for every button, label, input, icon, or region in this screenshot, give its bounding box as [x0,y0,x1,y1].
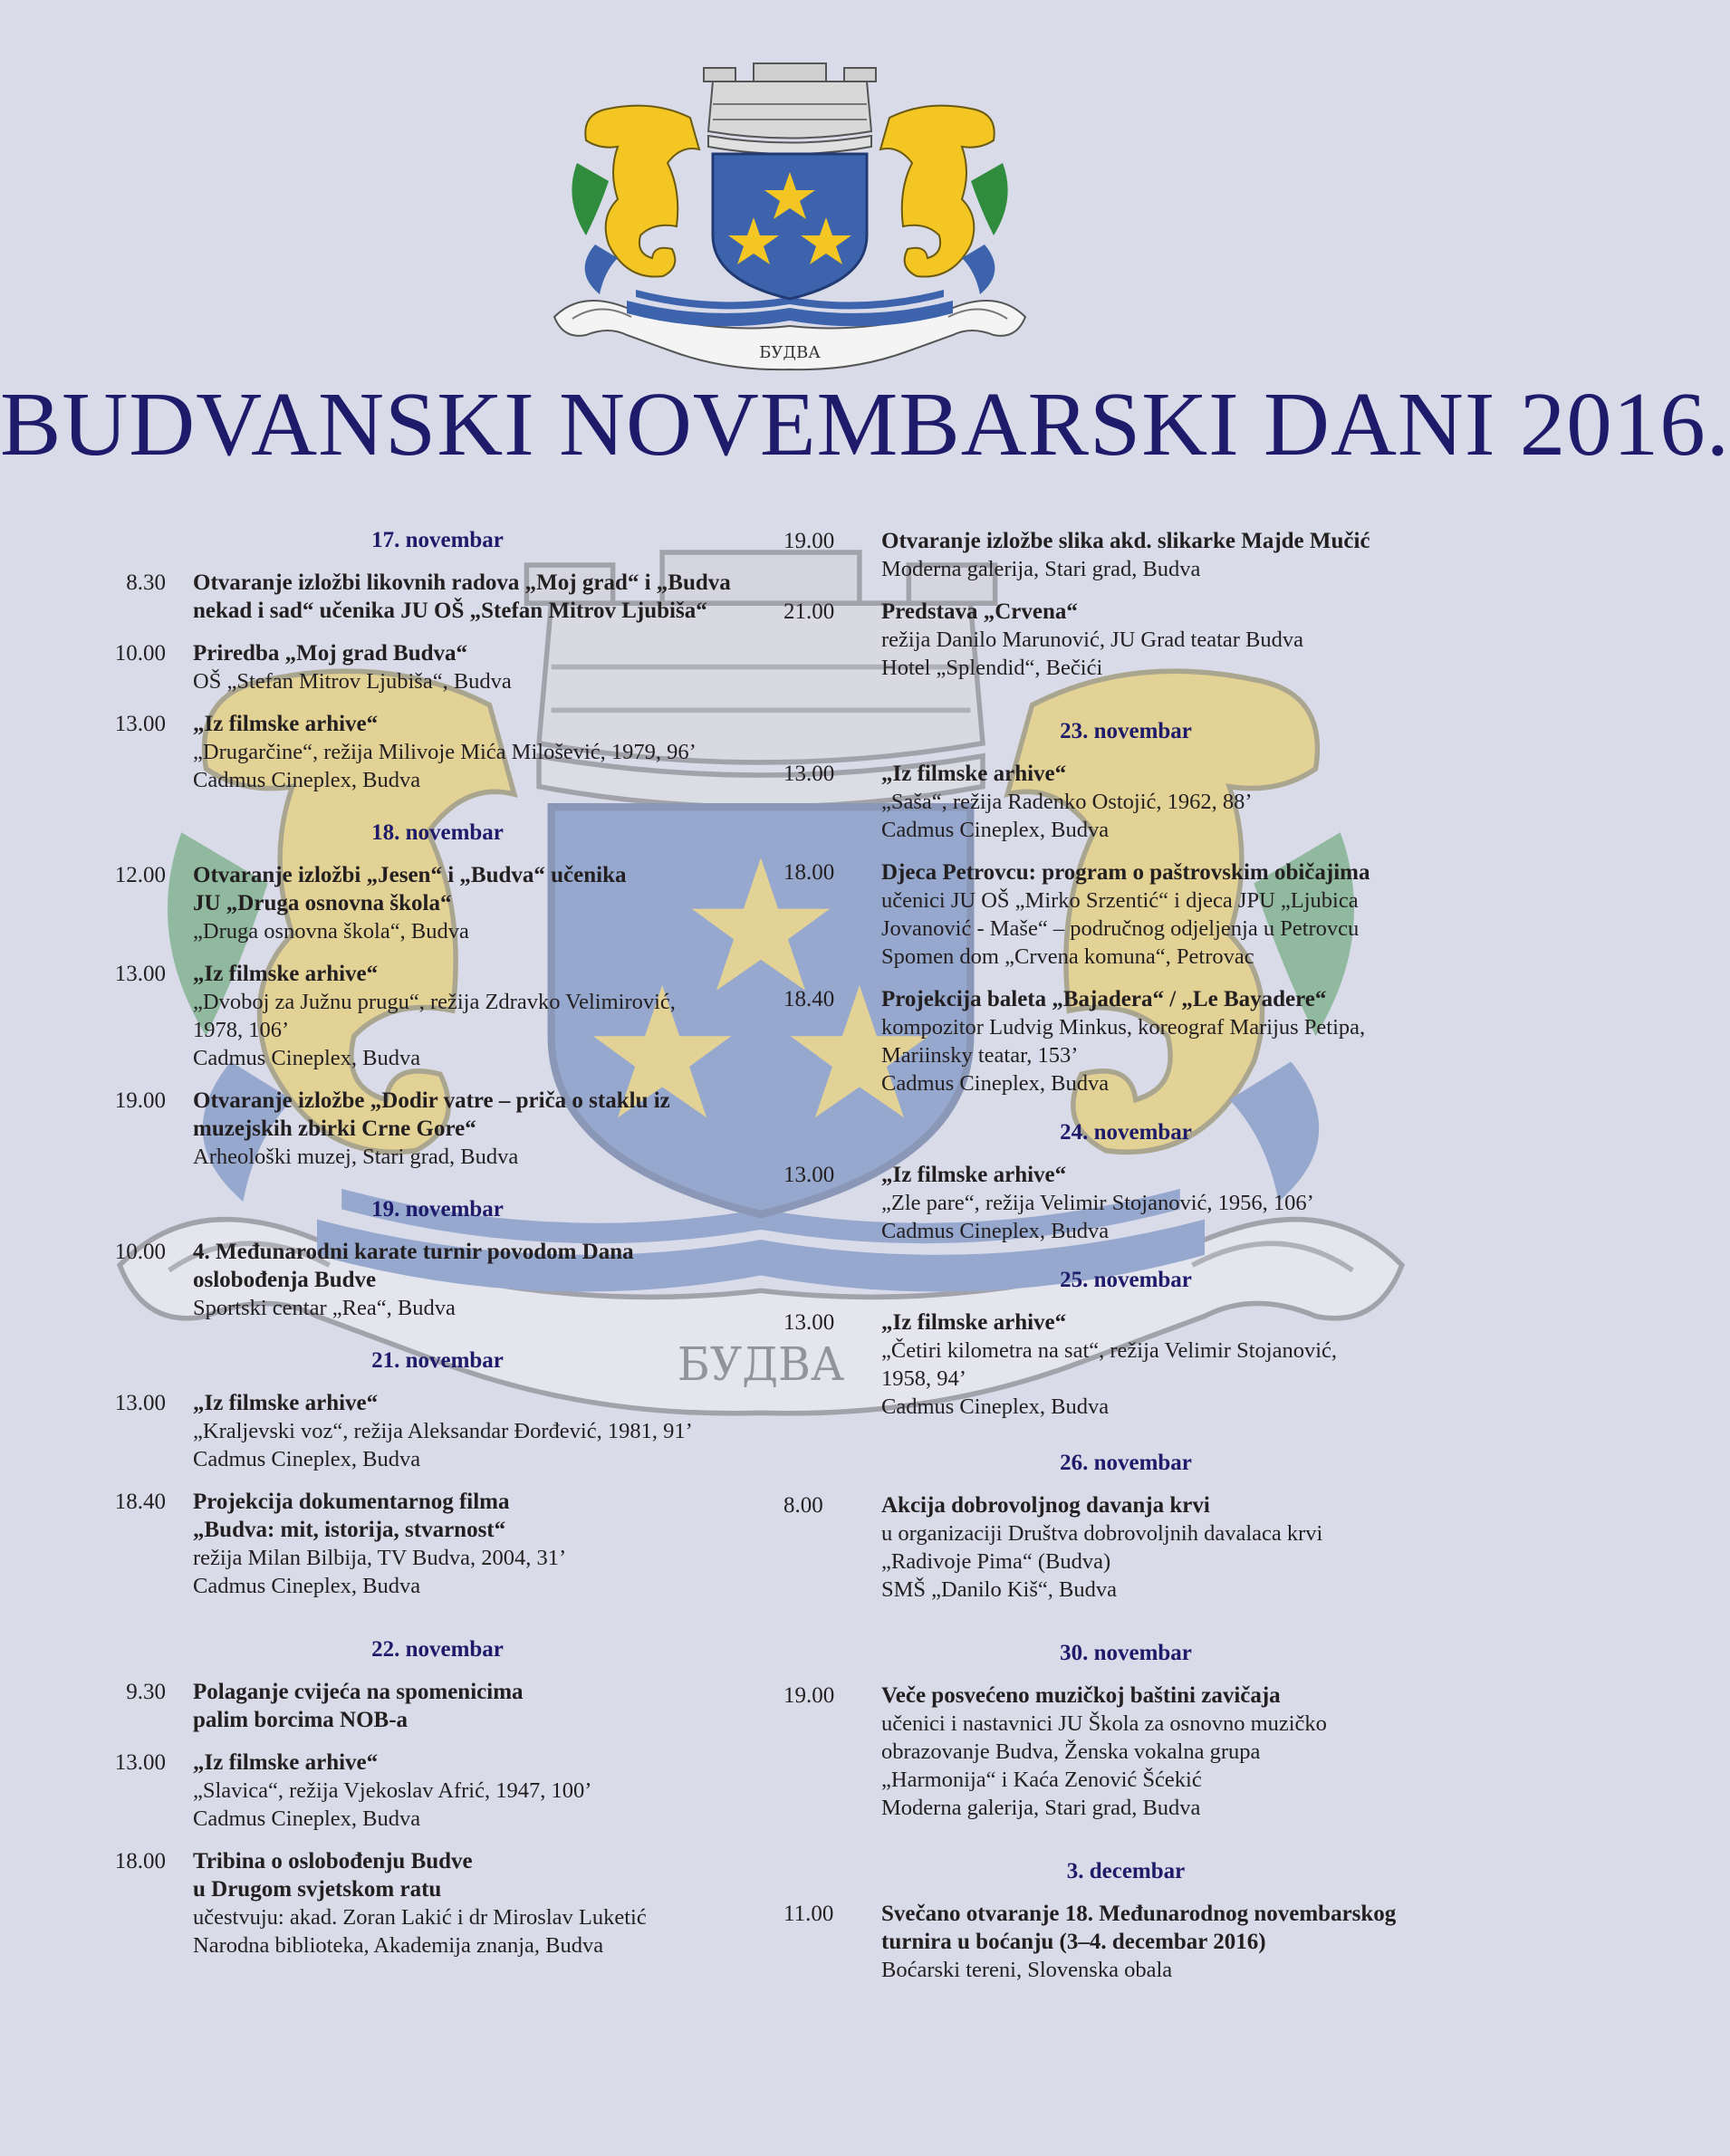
event-title: Tribina o oslobođenju Budve [193,1849,473,1873]
event-row [95,1678,765,1734]
event-body [193,1389,765,1473]
event-row [783,760,1454,844]
budva-coat-of-arms [545,63,1034,376]
event-detail: „Četiri kilometra na sat“, režija Velimir Stojanović, [881,1338,1338,1363]
event-time: 10.00 [114,1240,166,1264]
day-block [95,1347,765,1600]
event-title: „Iz filmske arhive“ [881,762,1067,786]
event-title: „Iz filmske arhive“ [193,712,379,736]
event-detail: kompozitor Ludvig Minkus, koreograf Marijus Petipa, [881,1015,1366,1040]
event-title: „Iz filmske arhive“ [193,962,379,986]
event-body [881,985,1454,1097]
event-body [193,1488,765,1600]
event-detail: Moderna galerija, Stari grad, Budva [881,1796,1201,1820]
event-time: 10.00 [114,641,166,666]
event-row [783,858,1454,971]
event-detail: Spomen dom „Crvena komuna“, Petrovac [881,944,1254,969]
event-time: 8.00 [783,1493,823,1518]
event-row [95,1238,765,1322]
event-time: 13.00 [114,1391,166,1415]
event-detail: OŠ „Stefan Mitrov Ljubiša“, Budva [193,669,512,694]
event-body [193,1087,765,1171]
day-block [783,527,1454,682]
event-time: 11.00 [783,1902,834,1926]
event-detail: Mariinsky teatar, 153’ [881,1043,1079,1068]
event-detail: „Druga osnovna škola“, Budva [193,919,469,944]
event-title: Priredba „Moj grad Budva“ [193,641,468,666]
event-body [193,1847,765,1960]
day-heading: 24. novembar [1060,1120,1192,1145]
event-title: Predstava „Crvena“ [881,599,1078,624]
event-detail: učenici i nastavnici JU Škola za osnovno muzičko [881,1711,1327,1736]
event-row [783,527,1454,583]
day-heading: 30. novembar [1060,1641,1192,1665]
event-time: 18.40 [114,1490,166,1514]
day-block [95,527,765,794]
event-detail: „Harmonija“ i Kaća Zenović Šćekić [881,1768,1202,1792]
event-detail: Cadmus Cineplex, Budva [193,768,421,792]
event-detail: učenici JU OŠ „Mirko Srzentić“ i djeca JPU „Ljubica [881,888,1359,913]
day-heading: 3. decembar [1066,1859,1186,1883]
event-row [95,569,765,625]
event-title: Polaganje cvijeća na spomenicima [193,1680,524,1704]
event-body [193,569,765,625]
event-time: 18.00 [114,1849,166,1873]
event-row [783,1491,1454,1604]
event-detail: Jovanović - Maše“ – područnog odjeljenja u Petrovcu [881,916,1360,941]
event-detail: „Drugarčine“, režija Milivoje Mića Milošević, 1979, 96’ [193,740,697,764]
day-block [783,718,1454,1097]
event-body [881,1491,1454,1604]
day-heading: 26. novembar [1060,1451,1192,1475]
event-body [881,527,1454,583]
event-body [193,960,765,1072]
event-title: u Drugom svjetskom ratu [193,1877,442,1902]
day-block [783,1119,1454,1245]
event-detail: učestvuju: akad. Zoran Lakić i dr Miroslav Luketić [193,1905,647,1930]
day-block [95,819,765,1171]
day-heading: 19. novembar [371,1197,504,1222]
event-body [193,1238,765,1322]
event-title: Otvaranje izložbi likovnih radova „Moj grad“ i „Budva [193,570,731,595]
event-detail: obrazovanje Budva, Ženska vokalna grupa [881,1739,1261,1764]
event-title: Projekcija baleta „Bajadera“ / „Le Bayadere“ [881,987,1327,1011]
event-row [783,985,1454,1097]
event-title: Projekcija dokumentarnog filma [193,1490,510,1514]
event-time: 18.00 [783,860,835,885]
event-body [881,858,1454,971]
event-row [783,1308,1454,1421]
event-detail: „Zle pare“, režija Velimir Stojanović, 1956, 106’ [881,1191,1314,1215]
day-block [95,1636,765,1960]
event-detail: Cadmus Cineplex, Budva [193,1046,421,1070]
event-detail: Cadmus Cineplex, Budva [881,1219,1110,1243]
right-schedule-column [783,527,1454,1984]
day-heading: 17. novembar [371,528,504,552]
event-body [193,861,765,945]
event-detail: „Radivoje Pima“ (Budva) [881,1549,1111,1574]
event-time: 13.00 [114,1750,166,1775]
left-schedule-column [95,527,765,1960]
event-detail: Cadmus Cineplex, Budva [881,1394,1110,1419]
event-detail: režija Danilo Marunović, JU Grad teatar Budva [881,628,1304,652]
event-detail: Moderna galerija, Stari grad, Budva [881,557,1201,581]
event-title: nekad i sad“ učenika JU OŠ „Stefan Mitrov Ljubiša“ [193,599,707,623]
event-title: „Budva: mit, istorija, stvarnost“ [193,1518,506,1542]
event-time: 13.00 [783,762,835,786]
event-title: palim borcima NOB-a [193,1708,408,1732]
event-title: Otvaranje izložbi „Jesen“ i „Budva“ učenika [193,863,627,887]
event-body [881,1161,1454,1245]
event-detail: Boćarski tereni, Slovenska obala [881,1958,1173,1982]
event-detail: „Dvoboj za Južnu prugu“, režija Zdravko Velimirović, [193,990,676,1014]
event-title: „Iz filmske arhive“ [193,1391,379,1415]
event-row [95,960,765,1072]
event-detail: „Kraljevski voz“, režija Aleksandar Đorđević, 1981, 91’ [193,1419,693,1443]
day-heading: 23. novembar [1060,719,1192,743]
event-body [881,1900,1454,1984]
event-title: Svečano otvaranje 18. Međunarodnog novembarskog [881,1902,1397,1926]
event-time: 12.00 [114,863,166,887]
event-time: 18.40 [783,987,835,1011]
event-time: 19.00 [783,529,835,553]
event-row [95,1749,765,1833]
event-detail: Hotel „Splendid“, Bečići [881,656,1103,680]
event-detail: „Slavica“, režija Vjekoslav Afrić, 1947, 100’ [193,1778,592,1803]
event-time: 9.30 [126,1680,166,1704]
event-time: 19.00 [783,1683,835,1708]
event-row [95,861,765,945]
event-detail: SMŠ „Danilo Kiš“, Budva [881,1577,1117,1602]
event-detail: 1978, 106’ [193,1018,290,1042]
day-block [95,1196,765,1322]
event-detail: Arheološki muzej, Stari grad, Budva [193,1145,519,1169]
event-detail: „Saša“, režija Radenko Ostojić, 1962, 88’ [881,790,1253,814]
day-block [783,1450,1454,1604]
event-row [95,710,765,794]
event-row [95,1389,765,1473]
event-detail: Narodna biblioteka, Akademija znanja, Budva [193,1933,604,1958]
event-title: Djeca Petrovcu: program o paštrovskim običajima [881,860,1370,885]
event-detail: Cadmus Cineplex, Budva [193,1574,421,1598]
event-detail: Cadmus Cineplex, Budva [881,818,1110,842]
event-title: „Iz filmske arhive“ [881,1163,1067,1187]
event-row [95,1488,765,1600]
event-row [95,1847,765,1960]
day-block [783,1858,1454,1984]
event-row [95,639,765,695]
event-title: Akcija dobrovoljnog davanja krvi [881,1493,1210,1518]
event-time: 8.30 [126,570,166,595]
event-time: 13.00 [114,962,166,986]
event-time: 13.00 [783,1310,835,1335]
event-time: 13.00 [783,1163,835,1187]
event-detail: Cadmus Cineplex, Budva [193,1806,421,1831]
event-time: 13.00 [114,712,166,736]
event-row [783,1161,1454,1245]
event-title: Otvaranje izložbe slika akd. slikarke Majde Mučić [881,529,1370,553]
event-row [783,1900,1454,1984]
day-block [783,1267,1454,1421]
event-row [783,1682,1454,1822]
event-detail: režija Milan Bilbija, TV Budva, 2004, 31’ [193,1546,567,1570]
event-body [193,639,765,695]
event-body [881,760,1454,844]
day-heading: 22. novembar [371,1637,504,1662]
day-heading: 21. novembar [371,1348,504,1373]
day-block [783,1640,1454,1822]
event-body [193,1678,765,1734]
event-title: „Iz filmske arhive“ [193,1750,379,1775]
event-detail: Sportski centar „Rea“, Budva [193,1296,456,1320]
event-title: Otvaranje izložbe „Dodir vatre – priča o staklu iz [193,1088,670,1113]
event-time: 19.00 [114,1088,166,1113]
event-title: Veče posvećeno muzičkoj baštini zavičaja [881,1683,1281,1708]
event-title: „Iz filmske arhive“ [881,1310,1067,1335]
event-body [881,598,1454,682]
day-heading: 18. novembar [371,820,504,845]
event-title: muzejskih zbirki Crne Gore“ [193,1116,476,1141]
event-body [193,1749,765,1833]
event-detail: Cadmus Cineplex, Budva [193,1447,421,1471]
event-detail: Cadmus Cineplex, Budva [881,1071,1110,1096]
event-body [881,1308,1454,1421]
event-title: JU „Druga osnovna škola“ [193,891,452,915]
event-detail: u organizaciji Društva dobrovoljnih davalaca krvi [881,1521,1323,1546]
event-title: 4. Međunarodni karate turnir povodom Dana [193,1240,634,1264]
event-body [881,1682,1454,1822]
day-heading: 25. novembar [1060,1268,1192,1292]
event-row [95,1087,765,1171]
event-body [193,710,765,794]
event-row [783,598,1454,682]
event-time: 21.00 [783,599,835,624]
page-title: BUDVANSKI NOVEMBARSKI DANI 2016. [0,373,1730,474]
event-title: turnira u boćanju (3–4. decembar 2016) [881,1930,1266,1954]
event-detail: 1958, 94’ [881,1366,966,1391]
event-title: oslobođenja Budve [193,1268,377,1292]
